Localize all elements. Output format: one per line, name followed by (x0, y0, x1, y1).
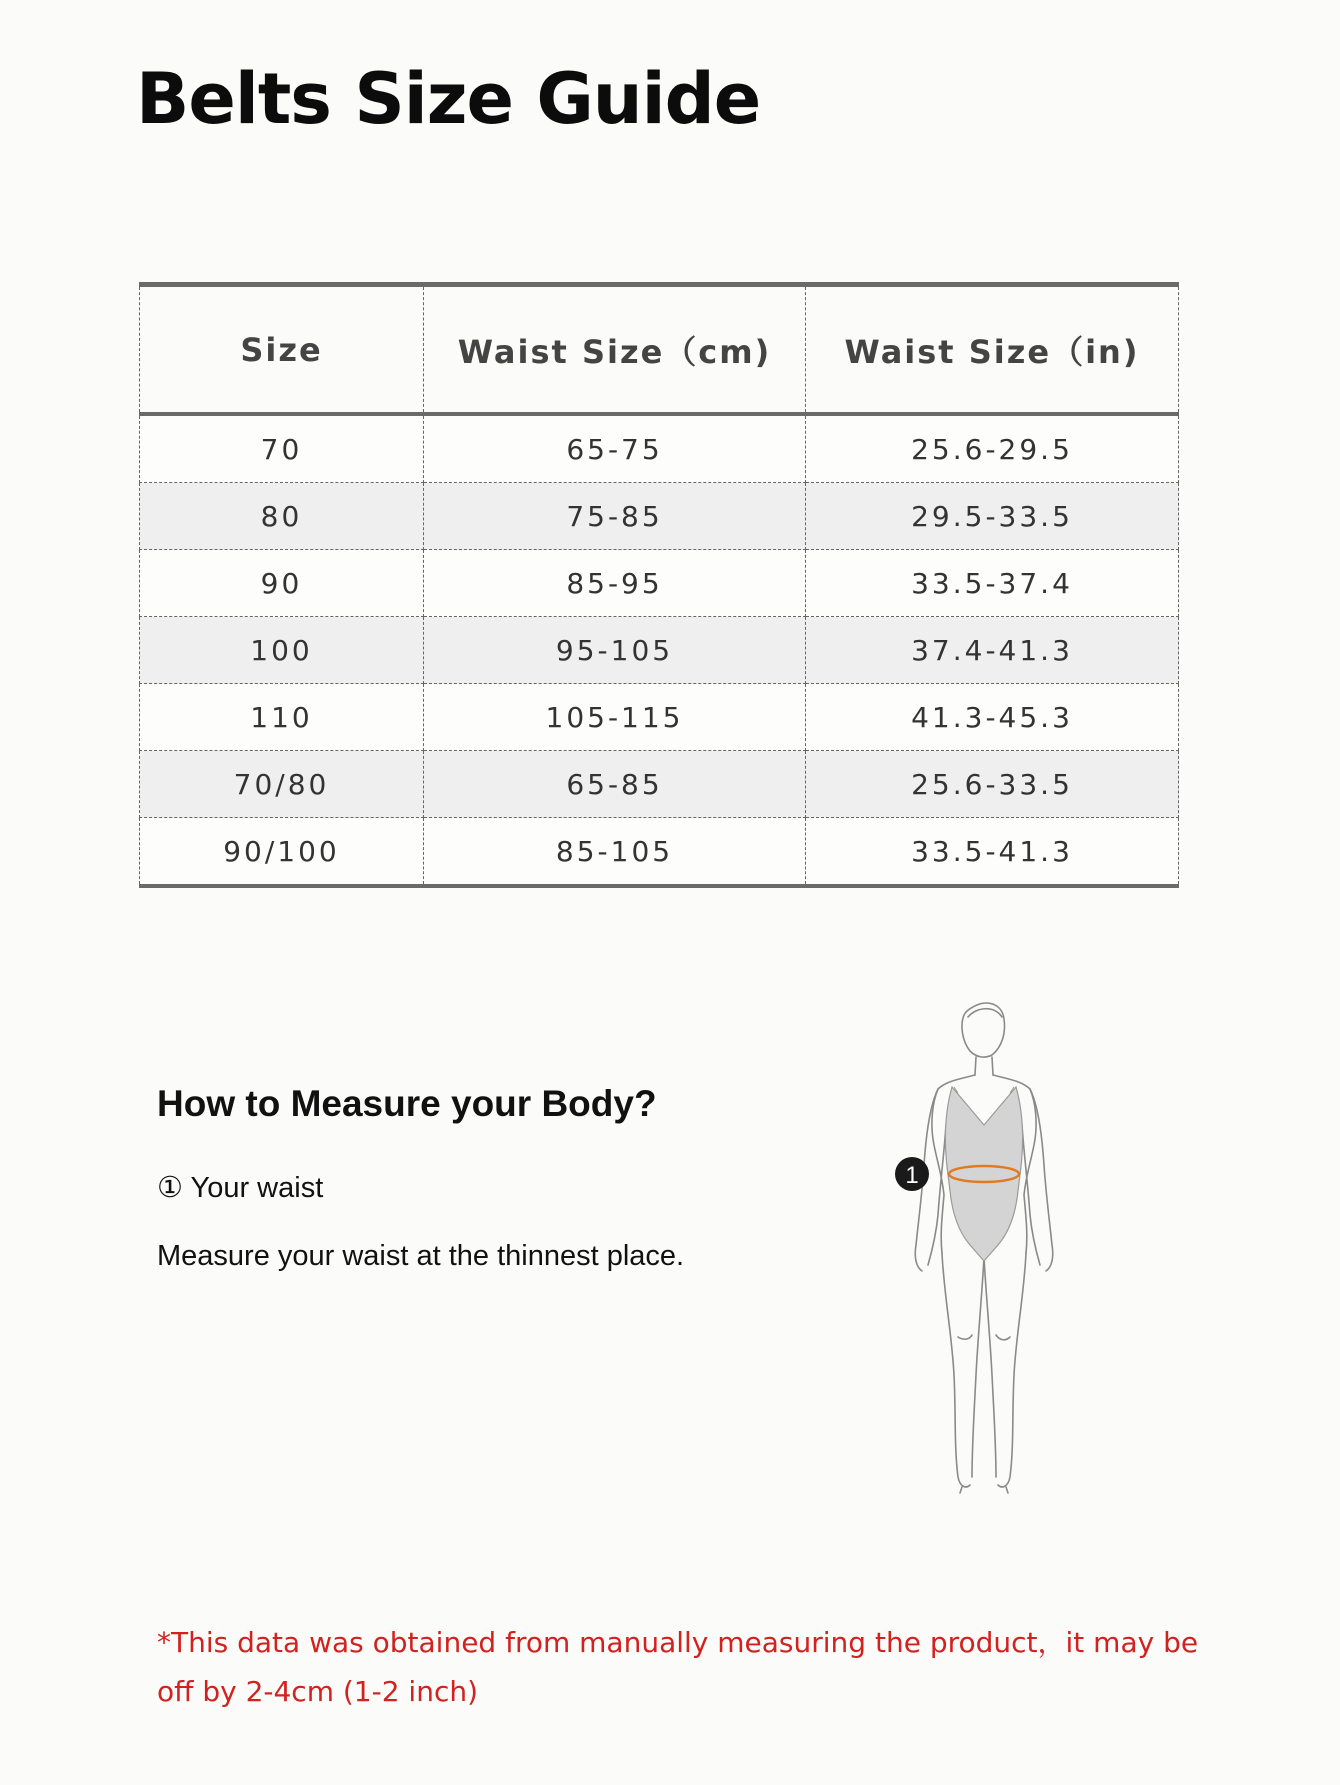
body-figure (880, 995, 1080, 1505)
waist-in-cell: 33.5-37.4 (806, 550, 1179, 617)
waist-cm-cell: 65-85 (424, 751, 806, 818)
waist-in-cell: 41.3-45.3 (806, 684, 1179, 751)
size-cell: 100 (140, 617, 424, 684)
waist-in-cell: 25.6-29.5 (806, 414, 1179, 483)
waist-cm-cell: 95-105 (424, 617, 806, 684)
table-header-row (140, 285, 1179, 415)
waist-in-cell: 25.6-33.5 (806, 751, 1179, 818)
waist-in-cell: 29.5-33.5 (806, 483, 1179, 550)
size-cell: 80 (140, 483, 424, 550)
waist-instruction: Measure your waist at the thinnest place. (157, 1240, 685, 1272)
size-cell: 90/100 (140, 818, 424, 887)
size-cell: 110 (140, 684, 424, 751)
table-row (140, 483, 1179, 550)
column-header-waist-cm: Waist Size（cm) (424, 285, 806, 415)
table-row (140, 684, 1179, 751)
table-row (140, 818, 1179, 887)
table-row (140, 751, 1179, 818)
waist-cm-cell: 65-75 (424, 414, 806, 483)
waist-cm-cell: 85-105 (424, 818, 806, 887)
waist-in-cell: 33.5-41.3 (806, 818, 1179, 887)
column-header-waist-in: Waist Size（in) (806, 285, 1179, 415)
waist-cm-cell: 85-95 (424, 550, 806, 617)
size-table (139, 282, 1179, 888)
page-title: Belts Size Guide (136, 58, 761, 140)
waist-step-label: ① Your waist (157, 1172, 324, 1204)
measure-heading: How to Measure your Body? (157, 1083, 657, 1124)
size-cell: 70 (140, 414, 424, 483)
body-figure-icon (880, 995, 1080, 1505)
size-cell: 90 (140, 550, 424, 617)
size-cell: 70/80 (140, 751, 424, 818)
column-header-size: Size (140, 285, 424, 415)
waist-cm-cell: 75-85 (424, 483, 806, 550)
waist-in-cell: 37.4-41.3 (806, 617, 1179, 684)
marker-number: 1 (905, 1162, 919, 1189)
disclaimer-note: *This data was obtained from manually measuring the product，it may be off by 2-4cm (1-2 inch) (157, 1626, 1199, 1708)
table-row (140, 414, 1179, 483)
waist-cm-cell: 105-115 (424, 684, 806, 751)
table-row (140, 550, 1179, 617)
table-row (140, 617, 1179, 684)
